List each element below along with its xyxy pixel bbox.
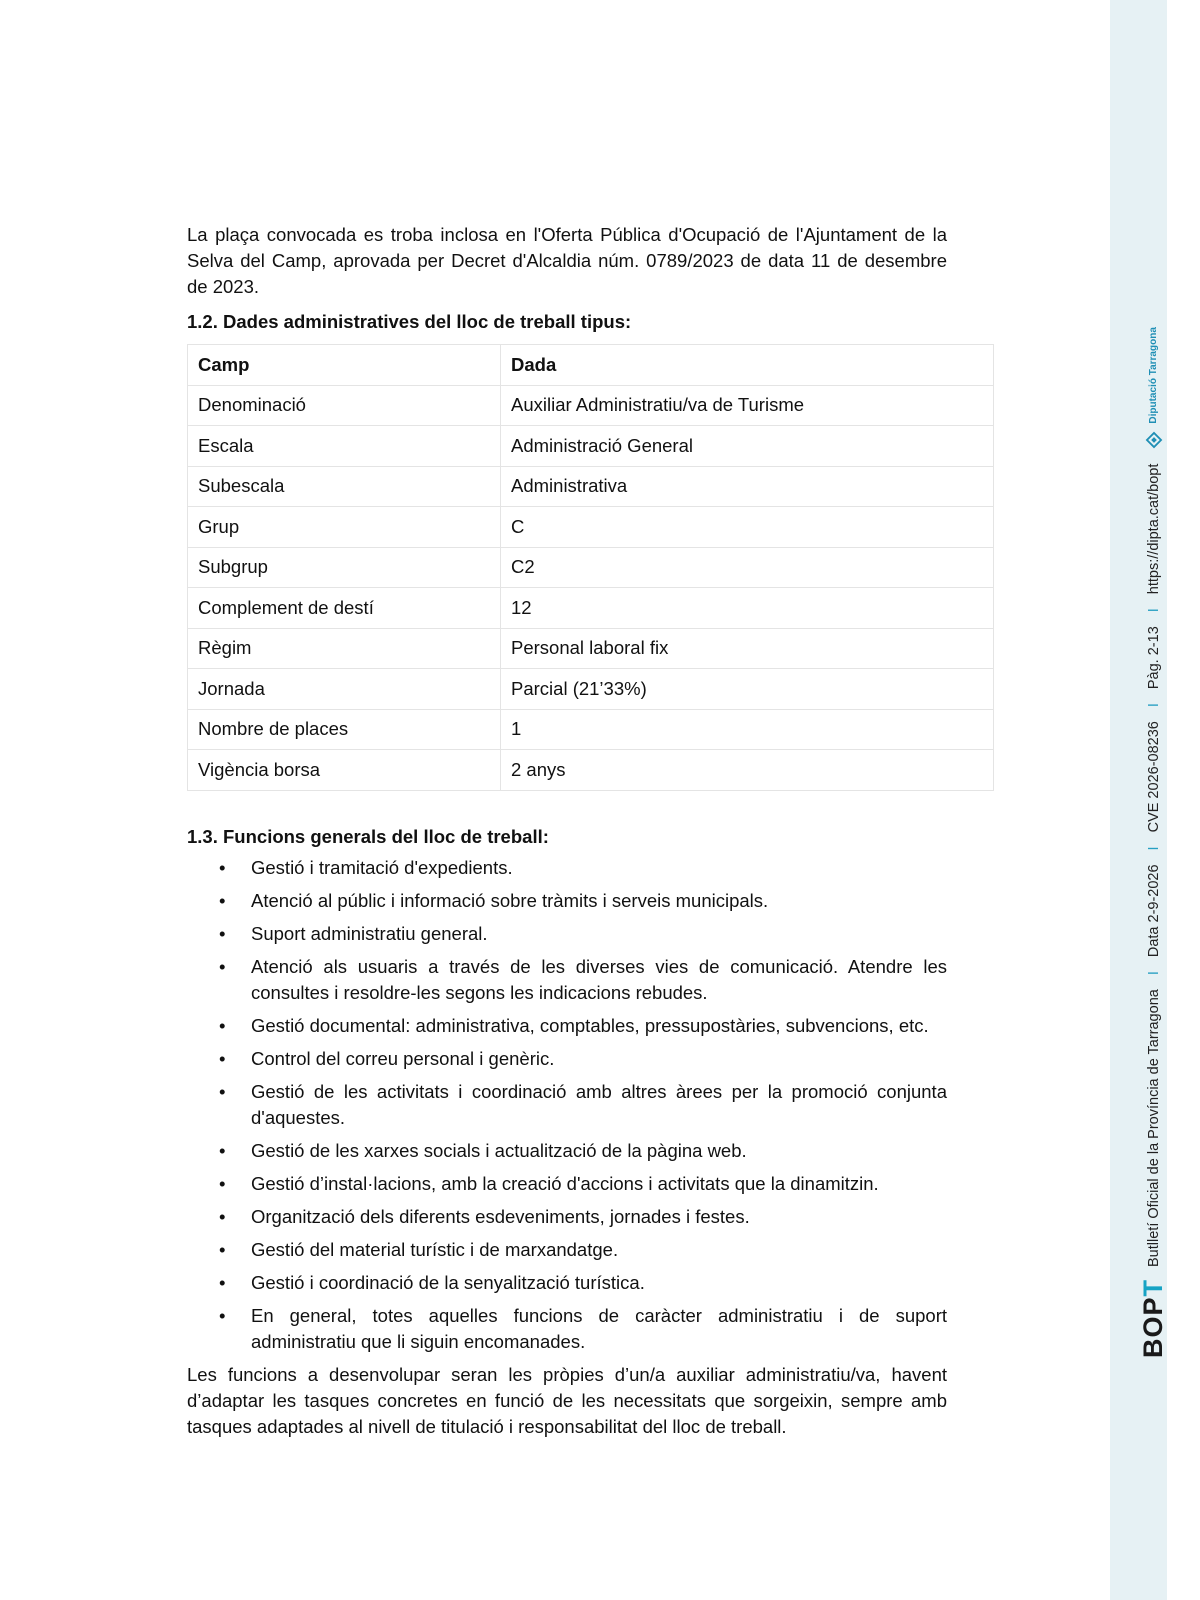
functions-list	[187, 855, 947, 1355]
bullet-icon: •	[219, 1047, 226, 1069]
list-item	[187, 954, 947, 1006]
field-value-cell: Auxiliar Administratiu/va de Turisme	[501, 385, 994, 426]
list-item	[187, 1013, 947, 1039]
table-row	[188, 709, 994, 750]
table-row	[188, 669, 994, 710]
field-name-cell: Complement de destí	[188, 588, 501, 629]
list-item-text: Control del correu personal i genèric.	[251, 1047, 555, 1069]
field-name-cell: Subescala	[188, 466, 501, 507]
list-item-text: En general, totes aquelles funcions de caràcter administratiu i de suport administratiu que li siguin encomanades.	[251, 1304, 947, 1352]
field-value-cell: 1	[501, 709, 994, 750]
list-item	[187, 1171, 947, 1197]
list-item-text: Gestió i coordinació de la senyalització turística.	[251, 1271, 645, 1293]
field-value-cell: Parcial (21’33%)	[501, 669, 994, 710]
publication-date: Data 2-9-2026	[1145, 864, 1162, 958]
cve-code: CVE 2026-08236	[1145, 721, 1162, 833]
list-item	[187, 921, 947, 947]
list-item	[187, 1079, 947, 1131]
bullet-icon: •	[219, 1271, 226, 1293]
field-value-cell: Administrativa	[501, 466, 994, 507]
publication-name: Butlletí Oficial de la Província de Tarragona	[1145, 989, 1162, 1267]
list-item-text: Suport administratiu general.	[251, 922, 488, 944]
table-row	[188, 507, 994, 548]
field-name-cell: Grup	[188, 507, 501, 548]
list-item	[187, 1237, 947, 1263]
bopt-logo: BOPT	[1138, 1278, 1168, 1358]
table-row	[188, 426, 994, 467]
field-name-cell: Jornada	[188, 669, 501, 710]
list-item-text: Atenció al públic i informació sobre tràmits i serveis municipals.	[251, 889, 769, 911]
closing-paragraph: Les funcions a desenvolupar seran les pròpies d’un/a auxiliar administratiu/va, havent d’adaptar les tasques concretes en funció de les necessitats que sorgeixin, sempre amb tasques adaptades al nivell de titulació i responsabilitat del lloc de treball.	[187, 1363, 947, 1437]
list-item-text: Gestió del material turístic i de marxandatge.	[251, 1238, 619, 1260]
table-row	[188, 588, 994, 629]
bullet-icon: •	[219, 922, 226, 944]
bullet-icon: •	[219, 955, 226, 977]
table-row	[188, 547, 994, 588]
bullet-icon: •	[219, 1014, 226, 1036]
list-item	[187, 855, 947, 881]
bullet-icon: •	[219, 889, 226, 911]
list-item-text: Gestió i tramitació d'expedients.	[251, 856, 513, 878]
page-indicator: Pàg. 2-13	[1145, 626, 1162, 690]
section-1-2-title: 1.2. Dades administratives del lloc de treball tipus:	[187, 311, 632, 332]
field-name-cell: Vigència borsa	[188, 750, 501, 791]
field-value-cell: 12	[501, 588, 994, 629]
bullet-icon: •	[219, 1172, 226, 1194]
table-row	[188, 750, 994, 791]
bullet-icon: •	[219, 1205, 226, 1227]
diamond-icon	[1144, 430, 1164, 450]
field-value-cell: 2 anys	[501, 750, 994, 791]
table-row	[188, 466, 994, 507]
intro-paragraph: La plaça convocada es troba inclosa en l'Oferta Pública d'Ocupació de l'Ajuntament de la Selva del Camp, aprovada per Decret d'Alcaldia núm. 0789/2023 de data 11 de desembre de 2023.	[187, 224, 947, 297]
field-value-cell: C	[501, 507, 994, 548]
list-item	[187, 1138, 947, 1164]
separator: I	[1145, 971, 1162, 976]
list-item-text: Organització dels diferents esdeveniments, jornades i festes.	[251, 1205, 750, 1227]
bullet-icon: •	[219, 856, 226, 878]
field-value-cell: Administració General	[501, 426, 994, 467]
list-item	[187, 888, 947, 914]
document-body	[187, 222, 947, 1440]
list-item-text: Gestió d’instal·lacions, amb la creació d'accions i activitats que la dinamitzin.	[251, 1172, 879, 1194]
field-value-cell: C2	[501, 547, 994, 588]
field-name-cell: Subgrup	[188, 547, 501, 588]
separator: I	[1145, 608, 1162, 613]
list-item-text: Gestió documental: administrativa, comptables, pressupostàries, subvencions, etc.	[251, 1014, 929, 1036]
table-header-cell: Camp	[188, 345, 501, 386]
field-name-cell: Nombre de places	[188, 709, 501, 750]
publisher-name: Diputació Tarragona	[1148, 327, 1159, 424]
list-item-text: Atenció als usuaris a través de les diverses vies de comunicació. Atendre les consultes i resoldre-les segons les indicacions rebudes.	[251, 955, 947, 1003]
administrative-data-table	[187, 344, 994, 791]
list-item-text: Gestió de les activitats i coordinació amb altres àrees per la promoció conjunta d'aquestes.	[251, 1080, 947, 1128]
field-name-cell: Règim	[188, 628, 501, 669]
table-row	[188, 628, 994, 669]
field-value-cell: Personal laboral fix	[501, 628, 994, 669]
bullet-icon: •	[219, 1080, 226, 1102]
bullet-icon: •	[219, 1238, 226, 1260]
table-header-row	[188, 345, 994, 386]
list-item	[187, 1204, 947, 1230]
bopt-url-link[interactable]: https://dipta.cat/bopt	[1145, 463, 1162, 595]
section-1-3-title: 1.3. Funcions generals del lloc de treball:	[187, 825, 549, 847]
separator: I	[1145, 846, 1162, 851]
list-item	[187, 1046, 947, 1072]
separator: I	[1145, 703, 1162, 708]
bullet-icon: •	[219, 1139, 226, 1161]
field-name-cell: Denominació	[188, 385, 501, 426]
table-header-cell: Dada	[501, 345, 994, 386]
list-item	[187, 1303, 947, 1355]
list-item-text: Gestió de les xarxes socials i actualització de la pàgina web.	[251, 1139, 747, 1161]
table-row	[188, 385, 994, 426]
list-item	[187, 1270, 947, 1296]
sidebar-strip	[1138, 327, 1169, 1358]
bullet-icon: •	[219, 1304, 226, 1326]
dipta-logo	[1144, 327, 1164, 450]
field-name-cell: Escala	[188, 426, 501, 467]
